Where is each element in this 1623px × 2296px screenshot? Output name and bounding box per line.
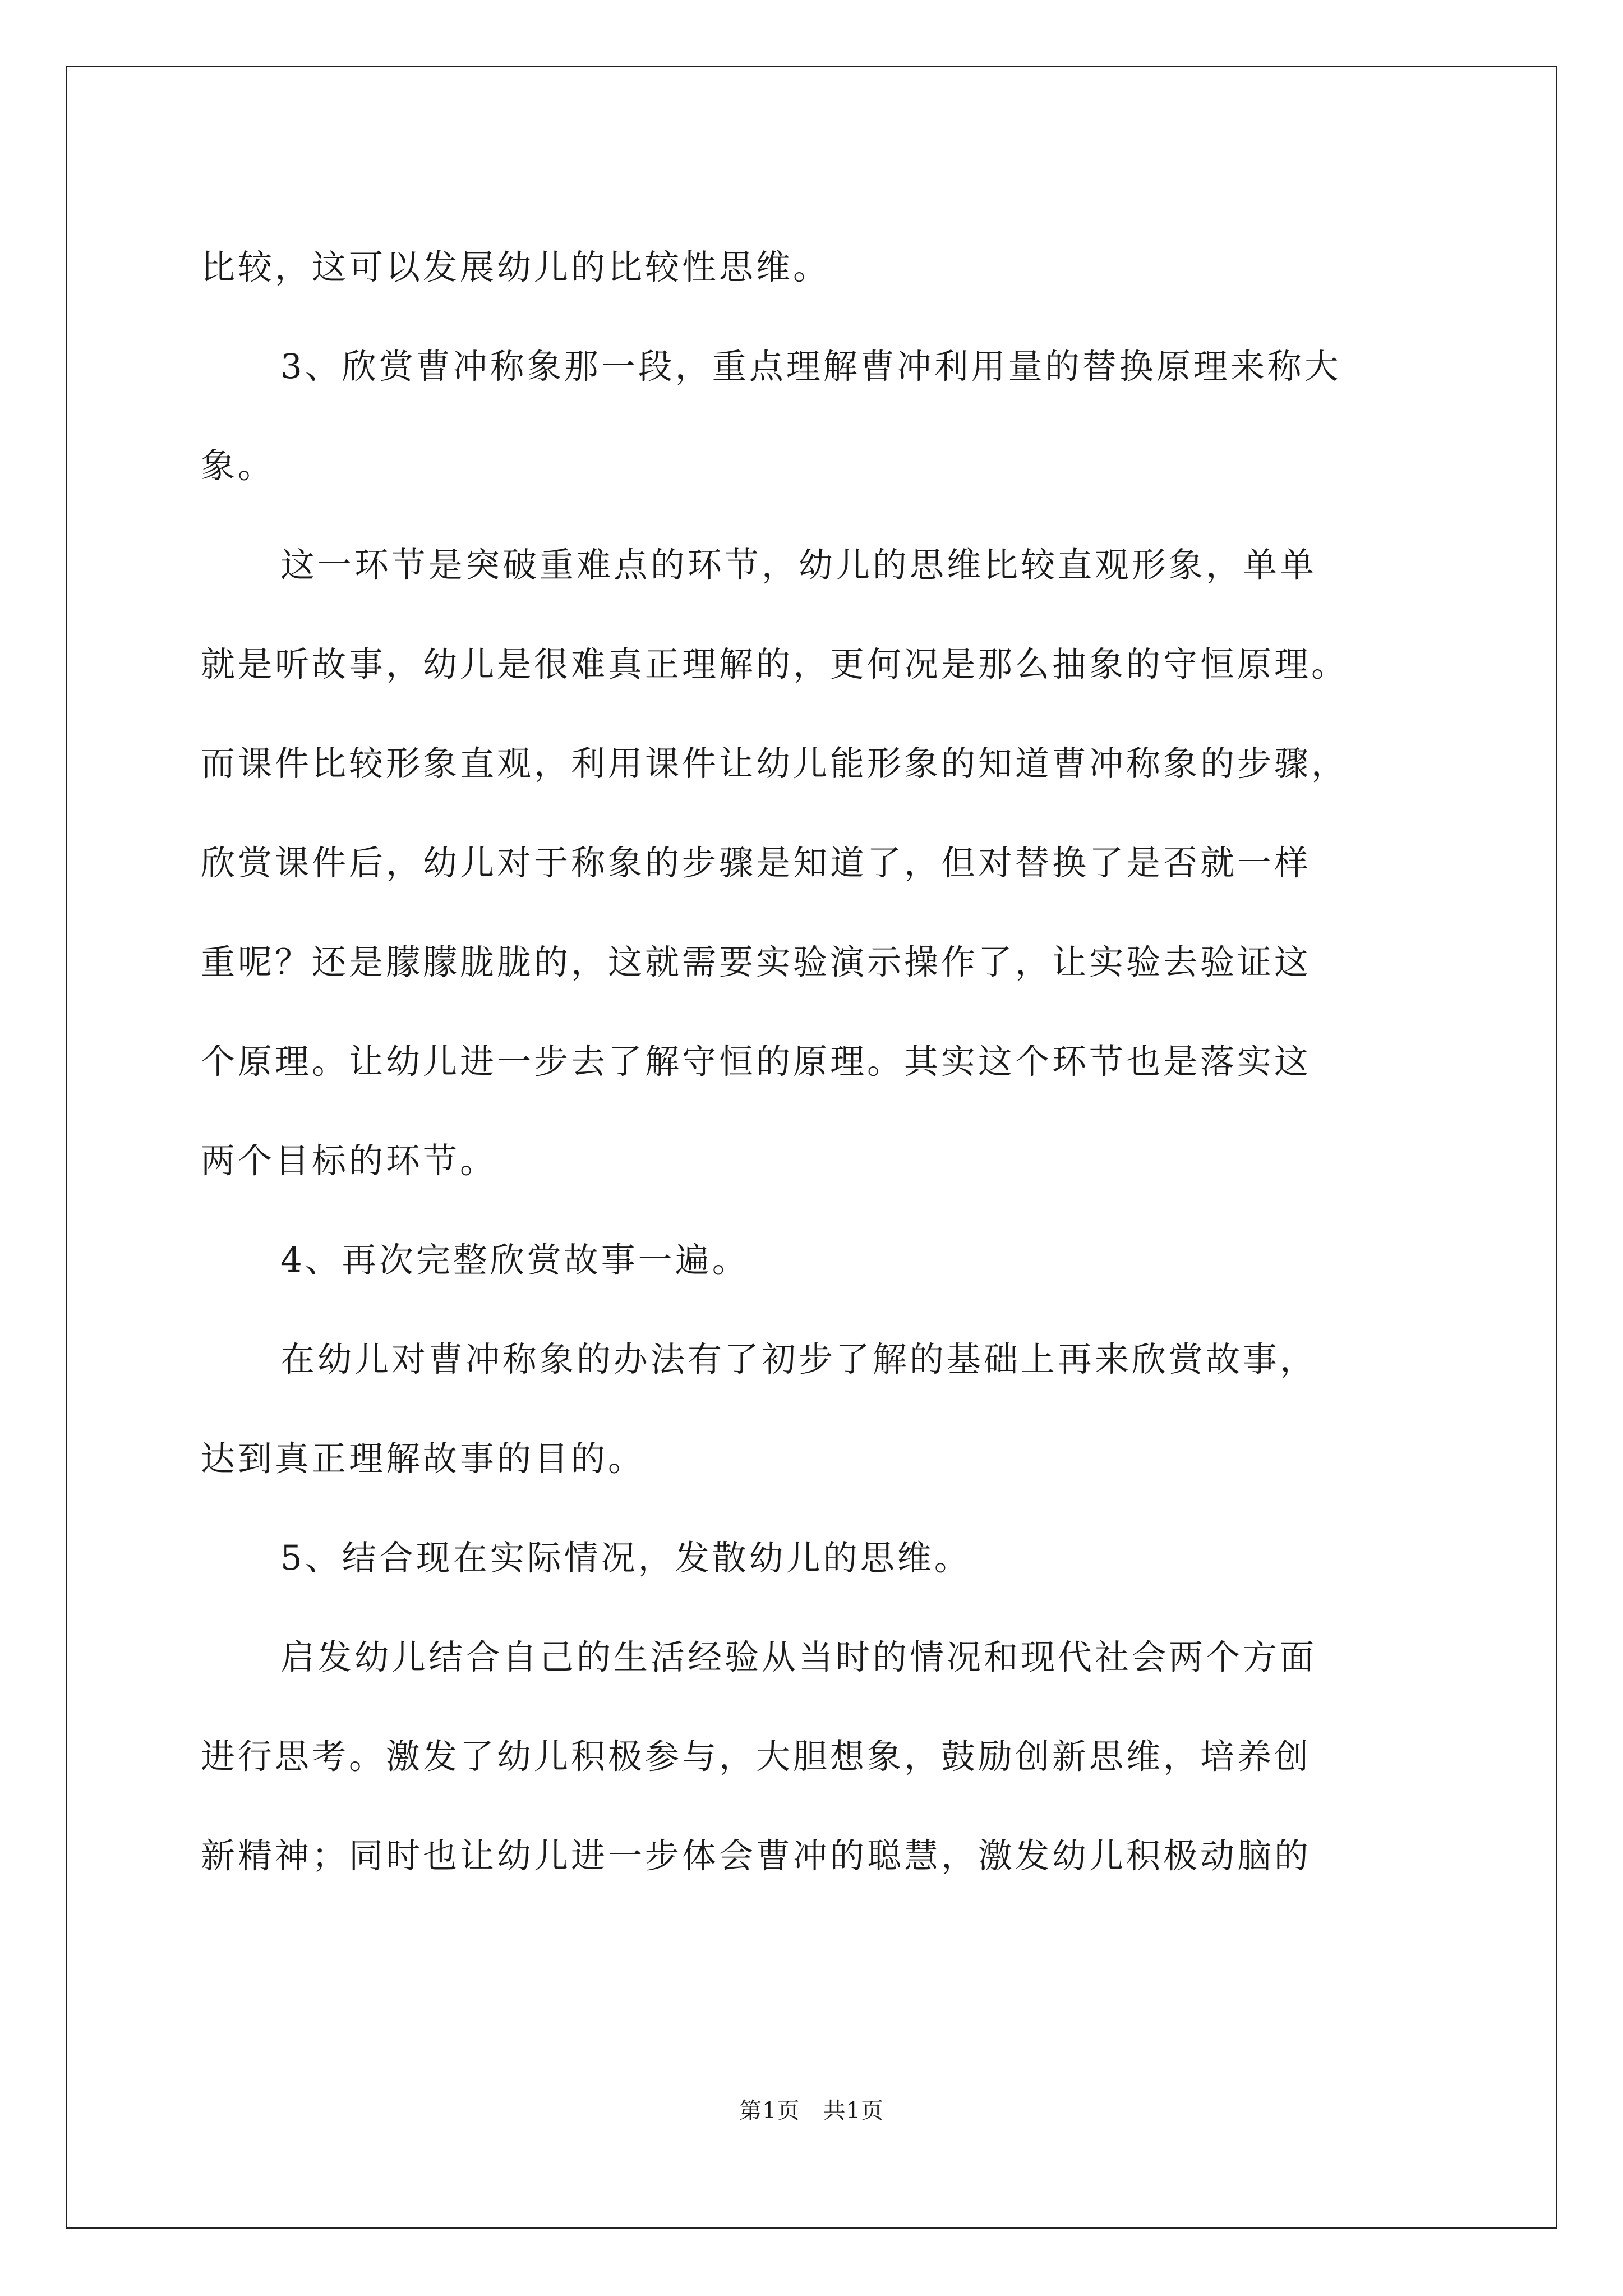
text-line: 启发幼儿结合自己的生活经验从当时的情况和现代社会两个方面 [280,1637,1317,1677]
text-line: 而课件比较形象直观，利用课件让幼儿能形象的知道曹冲称象的步骤， [201,744,1349,784]
text-line: 重呢？还是朦朦胧胧的，这就需要实验演示操作了，让实验去验证这 [201,942,1312,982]
text-line: 4、再次完整欣赏故事一遍。 [280,1240,749,1280]
text-line: 3、欣赏曹冲称象那一段，重点理解曹冲利用量的替换原理来称大 [280,347,1341,386]
text-line: 进行思考。激发了幼儿积极参与，大胆想象，鼓励创新思维，培养创 [201,1737,1312,1777]
text-line: 这一环节是突破重难点的环节，幼儿的思维比较直观形象，单单 [280,545,1317,585]
text-line: 达到真正理解故事的目的。 [201,1439,645,1479]
text-line: 就是听故事，幼儿是很难真正理解的，更何况是那么抽象的守恒原理。 [201,645,1349,684]
text-line: 欣赏课件后，幼儿对于称象的步骤是知道了，但对替换了是否就一样 [201,843,1312,883]
text-line: 在幼儿对曹冲称象的办法有了初步了解的基础上再来欣赏故事， [280,1340,1317,1379]
page-number: 第1页 共1页 [739,2098,884,2124]
text-line: 两个目标的环节。 [201,1141,497,1181]
text-line: 个原理。让幼儿进一步去了解守恒的原理。其实这个环节也是落实这 [201,1042,1312,1082]
text-line: 象。 [201,446,275,486]
page-footer [0,2097,1623,2125]
text-line: 新精神；同时也让幼儿进一步体会曹冲的聪慧，激发幼儿积极动脑的 [201,1836,1312,1876]
text-line: 5、结合现在实际情况，发散幼儿的思维。 [280,1538,971,1578]
document-body [201,218,1423,1906]
text-line: 比较，这可以发展幼儿的比较性思维。 [201,247,831,287]
